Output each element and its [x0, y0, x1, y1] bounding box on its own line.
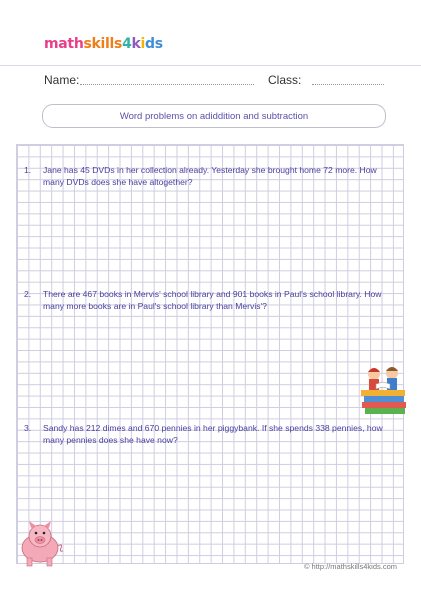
grid-paper	[16, 144, 404, 564]
problem-1	[24, 164, 394, 194]
problem-number: 1.	[24, 165, 32, 175]
logo-part-skills: skills	[83, 36, 123, 52]
kids-reading-books-icon	[358, 362, 410, 423]
problem-text: There are 467 books in Mervis' school library and 901 books in Paul's school library. How many more books are in Paul's school library than Mervis'?	[43, 289, 382, 311]
problem-text: Sandy has 212 dimes and 670 pennies in her piggybank. If she spends 338 pennies, how many pennies does she have now?	[43, 423, 383, 445]
name-label: Name:	[44, 73, 80, 87]
logo-part-k: k	[131, 36, 141, 52]
class-field[interactable]	[312, 84, 384, 85]
site-logo	[44, 36, 163, 52]
problem-number: 3.	[24, 423, 32, 433]
logo-part-math: math	[44, 36, 84, 52]
logo-part-ds: ds	[145, 36, 163, 52]
worksheet-title-text: Word problems on adiddition and subtraction	[119, 110, 309, 122]
header-divider	[0, 65, 421, 66]
class-label: Class:	[268, 73, 302, 87]
pig-icon	[16, 520, 66, 573]
worksheet-title	[42, 104, 386, 128]
logo-part-4: 4	[122, 36, 132, 52]
problem-text: Jane has 45 DVDs in her collection already. Yesterday she brought home 72 more. How many DVDs does she have altogether?	[43, 165, 377, 187]
logo-part-i: i	[140, 36, 146, 52]
name-field[interactable]	[80, 84, 254, 85]
copyright-text: © http://mathskills4kids.com	[303, 562, 397, 571]
problem-2	[24, 288, 394, 318]
problem-number: 2.	[24, 289, 32, 299]
problem-3	[24, 422, 394, 452]
